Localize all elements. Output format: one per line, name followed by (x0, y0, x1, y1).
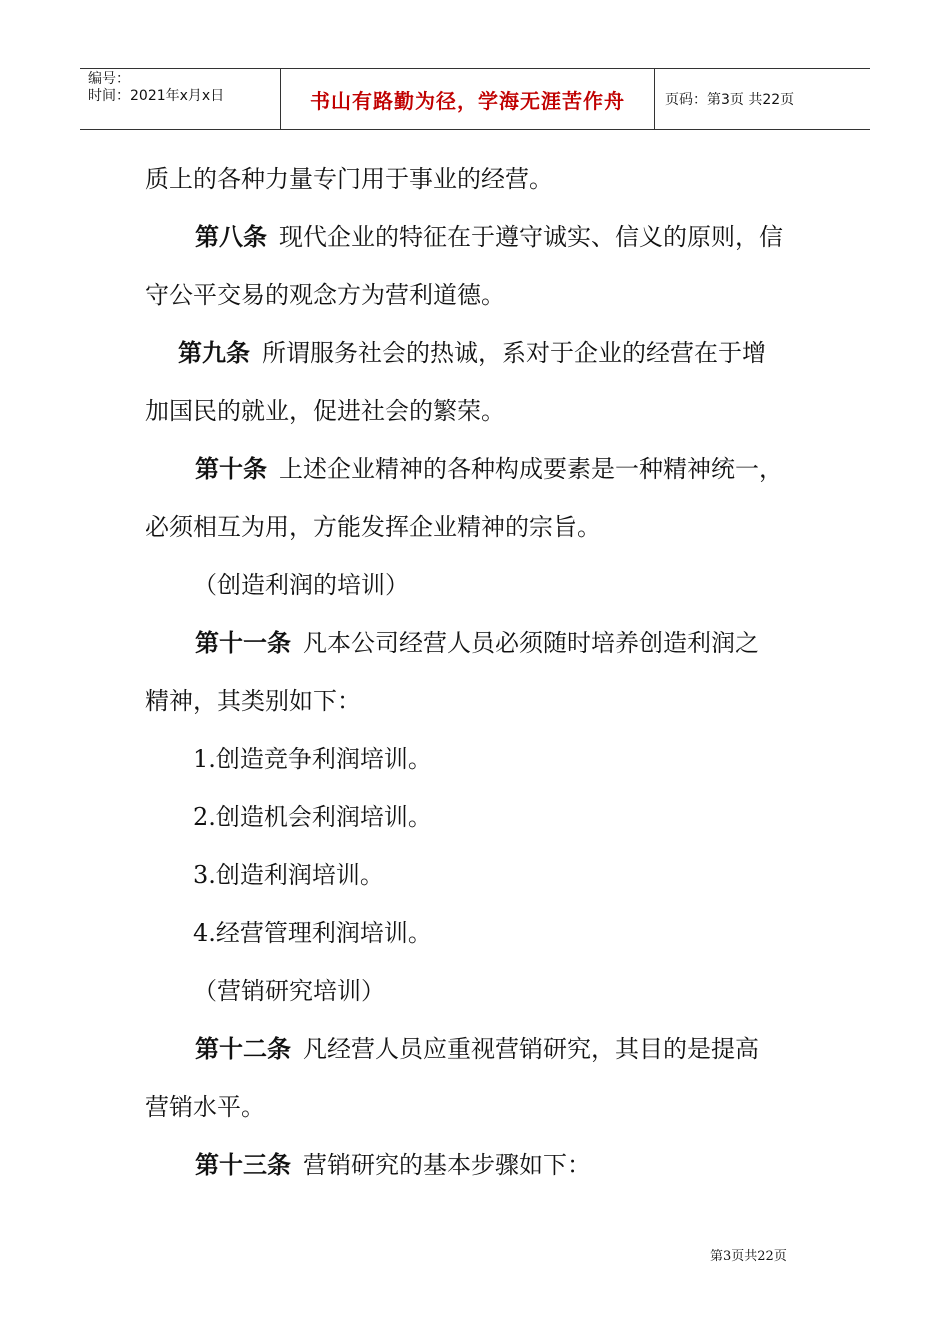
article-heading: 第八条 (195, 223, 267, 251)
article-9: 第九条 所谓服务社会的热诚，系对于企业的经营在于增 (178, 339, 766, 367)
paragraph-line: 必须相互为用，方能发挥企业精神的宗旨。 (145, 513, 601, 541)
article-12: 第十二条 凡经营人员应重视营销研究，其目的是提高 (195, 1035, 759, 1063)
article-heading: 第十二条 (195, 1035, 291, 1063)
article-10: 第十条 上述企业精神的各种构成要素是一种精神统一， (195, 455, 783, 483)
paragraph-line: 加国民的就业，促进社会的繁荣。 (145, 397, 505, 425)
paragraph-line: 质上的各种力量专门用于事业的经营。 (145, 165, 553, 193)
section-heading-profit: （创造利润的培训） (193, 571, 409, 599)
list-item: 1.创造竞争利润培训。 (193, 745, 432, 773)
article-heading: 第十一条 (195, 629, 291, 657)
list-item: 2.创造机会利润培训。 (193, 803, 432, 831)
header-motto: 书山有路勤为径，学海无涯苦作舟 (281, 69, 655, 129)
page-header (80, 68, 870, 130)
section-heading-marketing: （营销研究培训） (193, 977, 385, 1005)
paragraph-line: 精神，其类别如下： (145, 687, 361, 715)
page-footer: 第3页共22页 (710, 1249, 787, 1264)
article-8: 第八条 现代企业的特征在于遵守诚实、信义的原则，信 (195, 223, 783, 251)
header-page-number: 页码：第3页 共22页 (665, 92, 795, 108)
list-item: 3.创造利润培训。 (193, 861, 384, 889)
article-heading: 第九条 (178, 339, 250, 367)
article-heading: 第十三条 (195, 1151, 291, 1179)
serial-label: 编号： (88, 71, 130, 87)
list-item: 4.经营管理利润培训。 (193, 919, 432, 947)
header-meta (80, 69, 281, 129)
article-heading: 第十条 (195, 455, 267, 483)
paragraph-line: 守公平交易的观念方为营利道德。 (145, 281, 505, 309)
article-13: 第十三条 营销研究的基本步骤如下： (195, 1151, 591, 1179)
time-label: 时间：2021年x月x日 (88, 88, 225, 104)
paragraph-line: 营销水平。 (145, 1093, 265, 1121)
article-11: 第十一条 凡本公司经营人员必须随时培养创造利润之 (195, 629, 759, 657)
document-body (145, 150, 815, 1194)
